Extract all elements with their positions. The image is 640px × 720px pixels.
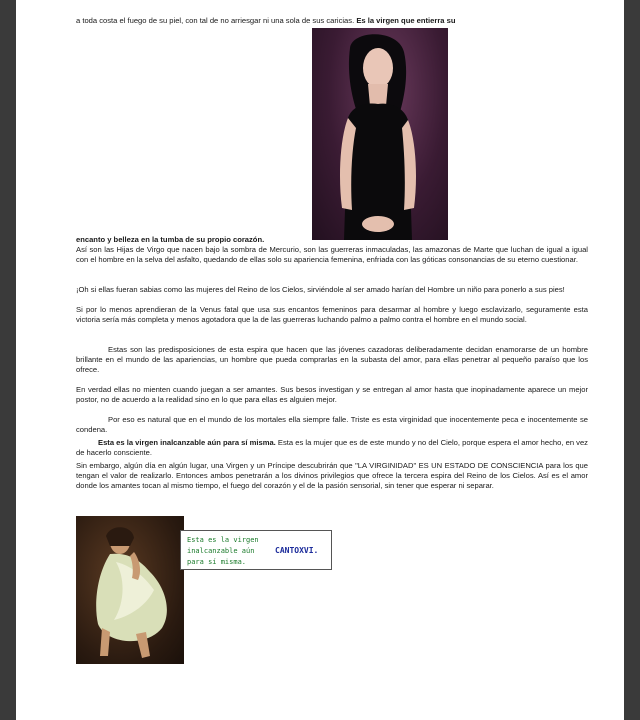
painting-image [76, 516, 184, 664]
caption-text [187, 535, 273, 568]
paragraph-intro: a toda costa el fuego de su piel, con tal de no arriesgar ni una sola de sus caricias. Es la virgen que entierra su [76, 16, 456, 25]
paragraph-virginidad: Sin embargo, algún día en algún lugar, una Virgen y un Príncipe descubrirán que "LA VIRGINIDAD" ES UN ESTADO DE CONSCIENCIA para los que tengan el valor de realizarlo. Entonces ambos penetrarán a los divinos privilegios que ofrece la tercera espira del Reino de los Cielos. Así es el amor donde los amantes tocan al mismo tiempo, el fuego del corazón y el de la pasión sensorial, sin tener que esperar ni separar. [76, 461, 588, 490]
paragraph-encanto: encanto y belleza en la tumba de su propio corazón. [76, 235, 265, 244]
portrait-photo [312, 28, 448, 240]
caption-line-2: para sí misma. [187, 558, 247, 566]
caption-line-1: Esta es la virgen inalcanzable aún [187, 536, 259, 555]
paragraph-venus-fatal: Si por lo menos aprendieran de la Venus fatal que usa sus encantos femeninos para desarmar al hombre y luego esclavizarlo, seguramente esta victoria sería más completa y menos agotadora que la de las guerreras luchando palmo a palmo contra el hombre en el mundo social. [76, 305, 588, 324]
paragraph-mortales: Por eso es natural que en el mundo de los mortales ella siempre falle. Triste es esta virginidad que inocentemente peca e inocentemente se condena. [76, 415, 588, 434]
canto-label: CANTOXVI. [275, 546, 319, 555]
paragraph-predisposiciones: Estas son las predisposiciones de esta espira que hacen que las jóvenes cazadoras deliberadamente decidan enamorarse de un hombre brillante en el mundo de las apariencias, un hombre que pueda comprarlas en la subasta del amor, para ellas penetrar al pequeño paraíso que los ofrece. [76, 345, 588, 374]
paragraph-amantes: En verdad ellas no mienten cuando juegan a ser amantes. Sus besos investigan y se entregan al amor hasta que inopinadamente aparece un mejor postor, no de acuerdo a la realidad sino en lo que para ellas es alguien mejor. [76, 385, 588, 404]
document-page [16, 0, 624, 720]
caption-box [180, 530, 332, 570]
paragraph-reino-cielos: ¡Oh si ellas fueran sabias como las mujeres del Reino de los Cielos, sirviéndole al ser amado harían del Hombre un niño para ponerlo a sus pies! [76, 285, 565, 294]
paragraph-virgen-inalcanzable: Esta es la virgen inalcanzable aún para sí misma. Esta es la mujer que es de este mundo y no del Cielo, porque espera el amor hecho, en vez de hacerlo consciente. [76, 438, 588, 457]
paragraph-hijas-de-virgo: Así son las Hijas de Virgo que nacen bajo la sombra de Mercurio, son las guerreras inmaculadas, las amazonas de Marte que luchan de igual a igual con el hombre en la selva del asfalto, quedando de ellas solo su apariencia femenina, enfriada con las góticas consonancias de su eterno cuestionar. [76, 245, 588, 264]
